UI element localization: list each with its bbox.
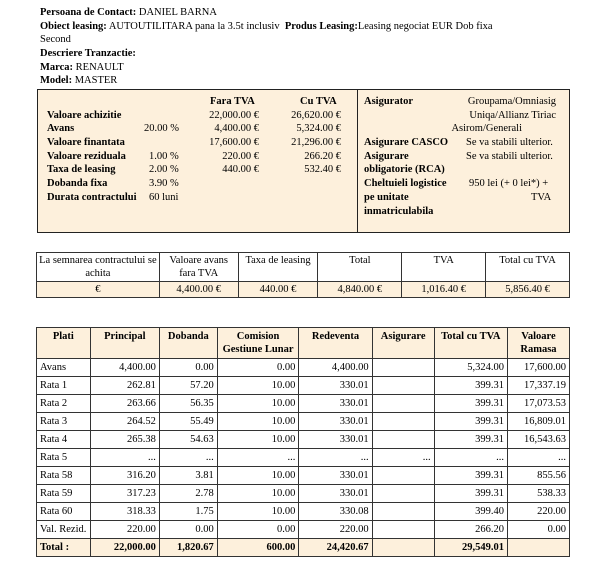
plan-cell-redeventa: 330.01 [299, 485, 372, 503]
summary-label: Valoare finantata [47, 137, 125, 148]
summary-fara: 22,000.00 € [209, 110, 259, 121]
plan-cell-plati: Rata 2 [37, 395, 91, 413]
plan-cell-comision: 10.00 [217, 431, 299, 449]
plan-cell-plati: Rata 4 [37, 431, 91, 449]
summary-pct: 20.00 % [144, 123, 179, 134]
plan-cell-redeventa: 4,400.00 [299, 359, 372, 377]
contact-label: Persoana de Contact: [40, 7, 137, 18]
obiect-label: Obiect leasing: [40, 21, 107, 32]
plan-cell-dobanda: 0.00 [159, 359, 217, 377]
plan-cell-valoare-ramasa: 538.33 [507, 485, 569, 503]
plan-row [37, 449, 570, 467]
casco-value: Se va stabili ulterior. [466, 137, 553, 148]
summary-pct: 3.90 % [149, 178, 179, 189]
logistice-value-2: TVA [531, 192, 552, 203]
summary-label: Taxa de leasing [47, 164, 116, 175]
rca-label-1: Asigurare [364, 151, 409, 162]
plan-cell-total-tva: 399.31 [434, 431, 507, 449]
plan-cell-total-tva: 399.40 [434, 503, 507, 521]
plan-cell-asigurare [372, 359, 434, 377]
plan-cell-comision: 10.00 [217, 503, 299, 521]
plan-cell-asigurare [372, 395, 434, 413]
totals-table [36, 252, 570, 298]
plan-cell-principal: 263.66 [90, 395, 159, 413]
summary-pct: 2.00 % [149, 164, 179, 175]
summary-cu: 26,620.00 € [291, 110, 341, 121]
col-fara-header: Fara TVA [210, 96, 255, 107]
summary-fara: 440.00 € [222, 164, 259, 175]
summary-fara: 220.00 € [222, 151, 259, 162]
model-label: Model: [40, 75, 73, 86]
descriere-label: Descriere Tranzactie: [40, 48, 136, 59]
plan-cell-total-tva: ... [434, 449, 507, 467]
plan-cell-redeventa: 330.08 [299, 503, 372, 521]
plan-header: Total cu TVA [434, 328, 507, 359]
plan-cell-dobanda: 55.49 [159, 413, 217, 431]
plan-cell-plati: Rata 3 [37, 413, 91, 431]
plan-total-dobanda: 1,820.67 [159, 539, 217, 557]
plan-header: Dobanda [159, 328, 217, 359]
summary-cu: 21,296.00 € [291, 137, 341, 148]
plan-body [37, 359, 570, 557]
asigurator-value-2: Uniqa/Allianz Tiriac [469, 110, 556, 121]
totals-value: 440.00 € [238, 282, 318, 298]
model-value: MASTER [74, 75, 118, 86]
plan-row [37, 377, 570, 395]
totals-header: Taxa de leasing [238, 253, 318, 282]
plan-cell-principal: 318.33 [90, 503, 159, 521]
totals-value: 4,400.00 € [159, 282, 238, 298]
plan-header: Principal [90, 328, 159, 359]
plan-cell-comision: ... [217, 449, 299, 467]
logistice-label-2: pe unitate [364, 192, 409, 203]
plan-cell-dobanda: 2.78 [159, 485, 217, 503]
summary-label: Avans [47, 123, 75, 134]
logistice-label-3: inmatriculabila [364, 206, 434, 217]
summary-cu: 266.20 € [304, 151, 341, 162]
plan-cell-redeventa: ... [299, 449, 372, 467]
totals-value: 4,840.00 € [318, 282, 402, 298]
summary-pct: 1.00 % [149, 151, 179, 162]
plan-cell-dobanda: 56.35 [159, 395, 217, 413]
plan-total-redeventa: 24,420.67 [299, 539, 372, 557]
plan-cell-comision: 0.00 [217, 521, 299, 539]
plan-cell-asigurare [372, 503, 434, 521]
plan-cell-principal: 265.38 [90, 431, 159, 449]
produs-value-cont: Second [40, 34, 71, 45]
plan-cell-asigurare [372, 377, 434, 395]
rca-label-2: obligatorie (RCA) [364, 164, 445, 175]
plan-cell-comision: 0.00 [217, 359, 299, 377]
totals-header: Valoare avans fara TVA [159, 253, 238, 282]
totals-value: € [37, 282, 160, 298]
plan-row [37, 521, 570, 539]
plan-cell-principal: 4,400.00 [90, 359, 159, 377]
plan-row [37, 467, 570, 485]
totals-value: 1,016.40 € [402, 282, 486, 298]
plan-cell-valoare-ramasa: 17,337.19 [507, 377, 569, 395]
asigurator-value-1: Groupama/Omniasig [467, 96, 556, 107]
rca-value: Se va stabili ulterior. [466, 151, 553, 162]
plan-cell-principal: 316.20 [90, 467, 159, 485]
plan-header: Redeventa [299, 328, 372, 359]
plan-row [37, 395, 570, 413]
plan-total-valoare-ramasa [507, 539, 569, 557]
marca-value: RENAULT [75, 62, 124, 73]
plan-cell-principal: 220.00 [90, 521, 159, 539]
plan-total-row [37, 539, 570, 557]
plan-cell-asigurare [372, 521, 434, 539]
obiect-value: AUTOUTILITARA pana la 3.5t inclusiv [108, 21, 280, 32]
totals-header: TVA [402, 253, 486, 282]
plan-cell-comision: 10.00 [217, 485, 299, 503]
summary-label: Durata contractului [47, 192, 137, 203]
totals-header-row [37, 253, 570, 282]
marca-label: Marca: [40, 62, 74, 73]
summary-pct: 60 luni [149, 192, 179, 203]
plan-cell-total-tva: 399.31 [434, 413, 507, 431]
totals-header: La semnarea contractului se achita [37, 253, 160, 282]
model-line [40, 74, 117, 87]
plan-cell-asigurare: ... [372, 449, 434, 467]
plan-cell-plati: Rata 58 [37, 467, 91, 485]
plan-cell-valoare-ramasa: 16,543.63 [507, 431, 569, 449]
plan-cell-plati: Rata 1 [37, 377, 91, 395]
plan-cell-redeventa: 220.00 [299, 521, 372, 539]
plan-cell-plati: Rata 60 [37, 503, 91, 521]
totals-header: Total [318, 253, 402, 282]
summary-label: Valoare reziduala [47, 151, 126, 162]
plan-cell-total-tva: 399.31 [434, 395, 507, 413]
plan-row [37, 503, 570, 521]
plan-total-comision: 600.00 [217, 539, 299, 557]
contact-line [40, 6, 217, 19]
contact-value: DANIEL BARNA [138, 7, 217, 18]
plan-total-total-tva: 29,549.01 [434, 539, 507, 557]
plan-cell-dobanda: ... [159, 449, 217, 467]
asigurator-value-3: Asirom/Generali [451, 123, 522, 134]
summary-label: Valoare achizitie [47, 110, 122, 121]
plan-cell-redeventa: 330.01 [299, 413, 372, 431]
plan-total-asigurare [372, 539, 434, 557]
plan-cell-redeventa: 330.01 [299, 467, 372, 485]
plan-cell-valoare-ramasa: ... [507, 449, 569, 467]
plan-cell-plati: Avans [37, 359, 91, 377]
produs-value: Leasing negociat EUR Dob fixa [357, 21, 493, 32]
asigurator-label: Asigurator [364, 96, 413, 107]
plan-cell-total-tva: 5,324.00 [434, 359, 507, 377]
plan-header: Comision Gestiune Lunar [217, 328, 299, 359]
plan-cell-valoare-ramasa: 17,073.53 [507, 395, 569, 413]
plan-cell-comision: 10.00 [217, 467, 299, 485]
summary-box [37, 89, 570, 233]
plan-row [37, 413, 570, 431]
plan-cell-valoare-ramasa: 855.56 [507, 467, 569, 485]
plan-header: Valoare Ramasa [507, 328, 569, 359]
totals-value: 5,856.40 € [486, 282, 570, 298]
plan-cell-comision: 10.00 [217, 413, 299, 431]
summary-cu: 532.40 € [304, 164, 341, 175]
plan-cell-total-tva: 399.31 [434, 485, 507, 503]
plan-cell-dobanda: 0.00 [159, 521, 217, 539]
plan-cell-plati: Val. Rezid. [37, 521, 91, 539]
plan-cell-valoare-ramasa: 0.00 [507, 521, 569, 539]
plan-cell-principal: 264.52 [90, 413, 159, 431]
marca-line [40, 61, 124, 74]
summary-label: Dobanda fixa [47, 178, 108, 189]
logistice-value-1: 950 lei (+ 0 lei*) + [469, 178, 549, 189]
summary-fara: 4,400.00 € [214, 123, 259, 134]
plan-cell-principal: ... [90, 449, 159, 467]
casco-label: Asigurare CASCO [364, 137, 449, 148]
payment-plan-table [36, 327, 570, 557]
plan-cell-dobanda: 1.75 [159, 503, 217, 521]
plan-cell-comision: 10.00 [217, 395, 299, 413]
plan-cell-plati: Rata 59 [37, 485, 91, 503]
plan-cell-total-tva: 399.31 [434, 467, 507, 485]
plan-cell-comision: 10.00 [217, 377, 299, 395]
plan-cell-principal: 317.23 [90, 485, 159, 503]
plan-cell-redeventa: 330.01 [299, 431, 372, 449]
plan-cell-asigurare [372, 485, 434, 503]
plan-total-principal: 22,000.00 [90, 539, 159, 557]
plan-cell-principal: 262.81 [90, 377, 159, 395]
plan-cell-plati: Rata 5 [37, 449, 91, 467]
plan-row [37, 359, 570, 377]
plan-cell-valoare-ramasa: 17,600.00 [507, 359, 569, 377]
plan-cell-total-tva: 399.31 [434, 377, 507, 395]
col-cu-header: Cu TVA [300, 96, 337, 107]
plan-cell-valoare-ramasa: 16,809.01 [507, 413, 569, 431]
plan-header: Asigurare [372, 328, 434, 359]
plan-cell-dobanda: 3.81 [159, 467, 217, 485]
plan-cell-dobanda: 54.63 [159, 431, 217, 449]
plan-cell-asigurare [372, 431, 434, 449]
plan-total-plati: Total : [37, 539, 91, 557]
summary-cu: 5,324.00 € [296, 123, 341, 134]
plan-row [37, 431, 570, 449]
logistice-label-1: Cheltuieli logistice [364, 178, 447, 189]
obiect-line [40, 20, 493, 33]
produs-label: Produs Leasing: [284, 21, 358, 32]
totals-header: Total cu TVA [486, 253, 570, 282]
summary-fara: 17,600.00 € [209, 137, 259, 148]
plan-cell-redeventa: 330.01 [299, 377, 372, 395]
plan-cell-redeventa: 330.01 [299, 395, 372, 413]
plan-cell-asigurare [372, 413, 434, 431]
plan-cell-asigurare [372, 467, 434, 485]
totals-value-row [37, 282, 570, 298]
plan-cell-valoare-ramasa: 220.00 [507, 503, 569, 521]
plan-cell-dobanda: 57.20 [159, 377, 217, 395]
plan-header-row [37, 328, 570, 359]
plan-header: Plati [37, 328, 91, 359]
plan-cell-total-tva: 266.20 [434, 521, 507, 539]
plan-row [37, 485, 570, 503]
